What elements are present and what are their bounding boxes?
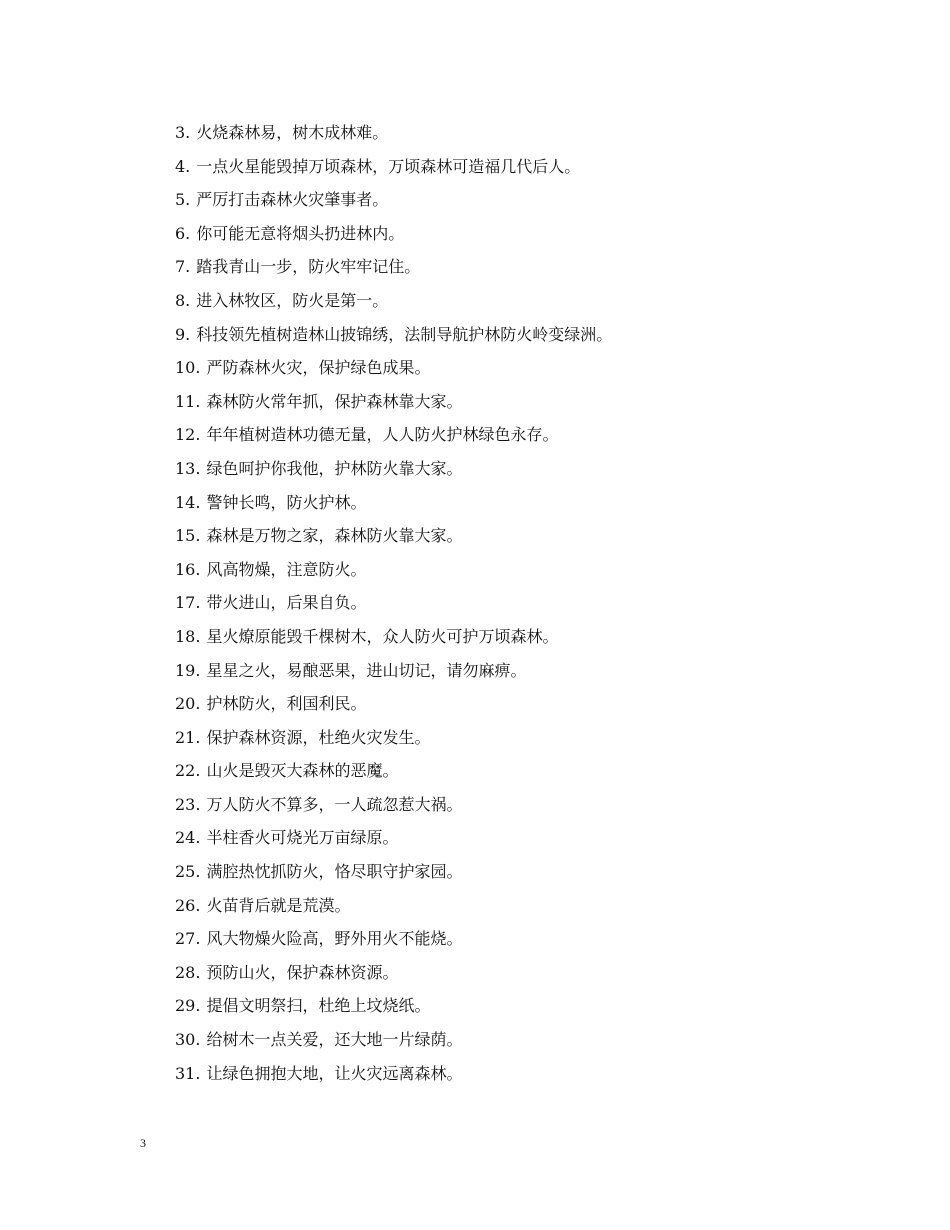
- list-item-text: 绿色呵护你我他，护林防火靠大家。: [206, 458, 463, 478]
- list-item: [175, 519, 895, 553]
- list-item-text: 山火是毁灭大森林的恶魔。: [206, 761, 399, 781]
- list-item-number: 7.: [175, 257, 191, 277]
- list-item: [175, 284, 895, 318]
- list-item: [175, 418, 895, 452]
- list-item: [175, 486, 895, 520]
- list-item-text: 星火燎原能毁千棵树木，众人防火可护万顷森林。: [206, 626, 559, 646]
- list-item-number: 24.: [175, 828, 201, 848]
- list-item-text: 你可能无意将烟头扔进林内。: [196, 223, 405, 243]
- list-item-text: 带火进山，后果自负。: [206, 593, 367, 613]
- list-item: [175, 217, 895, 251]
- list-item-text: 给树木一点关爱，还大地一片绿荫。: [206, 1030, 463, 1050]
- list-item: [175, 1057, 895, 1091]
- list-item: [175, 956, 895, 990]
- list-item: [175, 620, 895, 654]
- list-item-number: 19.: [175, 660, 201, 680]
- list-item-number: 21.: [175, 727, 201, 747]
- list-item-text: 风高物燥，注意防火。: [206, 559, 367, 579]
- list-item-number: 16.: [175, 559, 201, 579]
- list-item-number: 3.: [175, 123, 191, 142]
- list-item-number: 30.: [175, 1030, 201, 1050]
- slogan-list: [175, 116, 895, 1090]
- list-item: [175, 788, 895, 822]
- list-item: [175, 721, 895, 755]
- list-item: [175, 385, 895, 419]
- list-item-number: 4.: [175, 156, 191, 176]
- list-item: [175, 586, 895, 620]
- list-item-text: 星星之火，易酿恶果，进山切记，请勿麻痹。: [206, 660, 527, 680]
- list-item: [175, 855, 895, 889]
- list-item-number: 25.: [175, 862, 201, 882]
- list-item-text: 预防山火，保护森林资源。: [206, 962, 399, 982]
- list-item-text: 进入林牧区，防火是第一。: [196, 290, 389, 310]
- list-item-number: 5.: [175, 190, 191, 210]
- list-item-text: 火苗背后就是荒漠。: [206, 895, 351, 915]
- list-item-number: 18.: [175, 626, 201, 646]
- list-item-text: 提倡文明祭扫，杜绝上坟烧纸。: [206, 996, 431, 1016]
- list-item-number: 14.: [175, 492, 201, 512]
- list-item-number: 15.: [175, 526, 201, 546]
- list-item-text: 风大物燥火险高，野外用火不能烧。: [206, 929, 463, 949]
- list-item: [175, 351, 895, 385]
- list-item-number: 28.: [175, 962, 201, 982]
- list-item-text: 万人防火不算多，一人疏忽惹大祸。: [206, 794, 463, 814]
- list-item-text: 年年植树造林功德无量，人人防火护林绿色永存。: [206, 425, 559, 445]
- page-number: 3: [140, 1136, 146, 1150]
- list-item-text: 森林防火常年抓，保护森林靠大家。: [206, 391, 463, 411]
- list-item-text: 火烧森林易，树木成林难。: [196, 123, 389, 142]
- list-item-number: 11.: [175, 391, 201, 411]
- list-item: [175, 754, 895, 788]
- list-item-number: 23.: [175, 794, 201, 814]
- list-item-number: 27.: [175, 929, 201, 949]
- list-item-text: 让绿色拥抱大地，让火灾远离森林。: [206, 1063, 463, 1083]
- list-item-text: 护林防火，利国利民。: [206, 694, 367, 714]
- list-item-number: 17.: [175, 593, 201, 613]
- list-item: [175, 989, 895, 1023]
- list-item-number: 8.: [175, 290, 191, 310]
- list-item-number: 29.: [175, 996, 201, 1016]
- list-item: [175, 654, 895, 688]
- list-item-number: 26.: [175, 895, 201, 915]
- list-item: [175, 318, 895, 352]
- list-item-number: 10.: [175, 358, 201, 378]
- list-item: [175, 922, 895, 956]
- list-item-number: 20.: [175, 694, 201, 714]
- list-item: [175, 150, 895, 184]
- list-item: [175, 821, 895, 855]
- list-item: [175, 687, 895, 721]
- list-item-number: 6.: [175, 223, 191, 243]
- list-item-number: 22.: [175, 761, 201, 781]
- list-item-text: 严厉打击森林火灾肇事者。: [196, 190, 389, 210]
- list-item: [175, 553, 895, 587]
- list-item: [175, 183, 895, 217]
- list-item-text: 踏我青山一步，防火牢牢记住。: [196, 257, 421, 277]
- list-item-text: 满腔热忱抓防火，恪尽职守护家园。: [206, 862, 463, 882]
- list-item-text: 森林是万物之家，森林防火靠大家。: [206, 526, 463, 546]
- list-item-text: 保护森林资源，杜绝火灾发生。: [206, 727, 431, 747]
- list-item: [175, 1023, 895, 1057]
- list-item-number: 9.: [175, 324, 191, 344]
- list-item-text: 半柱香火可烧光万亩绿原。: [206, 828, 399, 848]
- list-item-number: 31.: [175, 1063, 201, 1083]
- list-item-number: 13.: [175, 458, 201, 478]
- list-item-text: 一点火星能毁掉万顷森林，万顷森林可造福几代后人。: [196, 156, 581, 176]
- list-item-text: 严防森林火灾，保护绿色成果。: [206, 358, 431, 378]
- list-item: [175, 116, 895, 150]
- list-item-text: 科技领先植树造林山披锦绣，法制导航护林防火岭变绿洲。: [196, 324, 613, 344]
- list-item: [175, 250, 895, 284]
- list-item: [175, 452, 895, 486]
- list-item-number: 12.: [175, 425, 201, 445]
- list-item-text: 警钟长鸣，防火护林。: [206, 492, 367, 512]
- list-item: [175, 889, 895, 923]
